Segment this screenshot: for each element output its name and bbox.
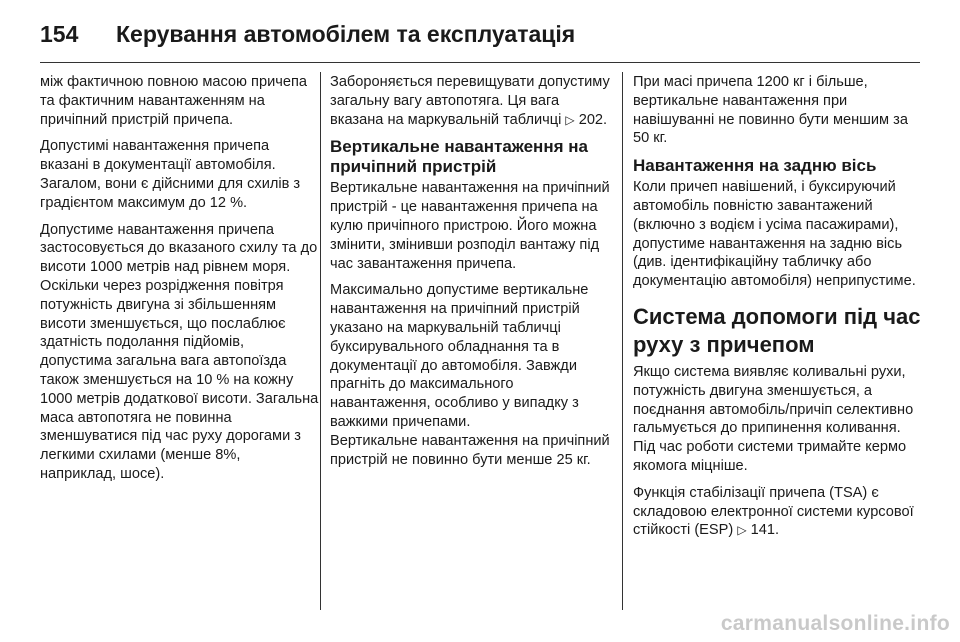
paragraph-text: Функція стабілізації причепа (TSA) є складовою електронної системи курсової стійкості (ESP): [633, 484, 914, 539]
page-reference-icon: ▷: [565, 112, 575, 127]
page-reference[interactable]: 141.: [750, 522, 780, 539]
paragraph: між фактичною повною масою причепа та фактичним навантаженням на причіпний пристрій причепа.: [40, 74, 307, 128]
paragraph: Якщо система виявляє коливальні рухи, потужність двигуна зменшується, а поєднання автомобіль/причіп селективно гальмується до припинення коливання. Під час роботи системи тримайте кермо якомога міцніше.: [633, 363, 914, 474]
paragraph: Допустимі навантаження причепа вказані в документації автомобіля. Загалом, вони є дійсними для схилів з градієнтом максимум до 12 %.: [40, 138, 301, 211]
paragraph: Допустиме навантаження причепа застосовується до вказаного схилу та до висоти 1000 метрів над рівнем моря. Оскільки через розрідження повітря потужність двигуна зі збільшенням висоти зменшується, що послаблює здатність подолання підйомів, допустима загальна вага автопоїзда також зменшується на 10 % на кожну 1000 метрів додаткової висоти. Загальна маса автопотяга не повинна зменшуватися під час руху дорогами з легкими схилами (менше 8%, наприклад, шосе).: [40, 221, 319, 482]
paragraph: Коли причеп навішений, і буксируючий автомобіль повністю завантажений (включно з водієм і усіма пасажирами), допустиме навантаження на задню вісь (див. ідентифікаційну табличку або документацію автомобіля) неприпустиме.: [633, 179, 916, 290]
column-divider-1: [320, 72, 321, 610]
page-header: [40, 12, 920, 56]
paragraph: Вертикальне навантаження на причіпний пристрій не повинно бути менше 25 кг.: [330, 432, 610, 468]
paragraph: Вертикальне навантаження на причіпний пристрій - це навантаження причепа на кулю причіпного пристрою. Його можна змінити, змінивши розподіл вантажу під час завантаження причепа.: [330, 180, 610, 272]
column-1: [40, 73, 320, 492]
section-heading: Навантаження на задню вісь: [633, 156, 877, 176]
paragraph: [633, 484, 923, 540]
section-title: Система допомоги під час руху з причепом: [633, 303, 921, 357]
watermark: carmanualsonline.info: [720, 612, 950, 635]
page-number: 154: [40, 20, 79, 47]
header-rule: [40, 62, 920, 63]
column-2: [330, 73, 614, 477]
section-heading: Вертикальне навантаження на причіпний пристрій: [330, 137, 588, 177]
paragraph-text: Забороняється перевищувати допустиму загальну вагу автопотяга. Ця вага вказана на маркувальній табличці: [330, 74, 610, 128]
page-reference-icon: ▷: [737, 523, 747, 538]
column-3: [633, 73, 923, 548]
paragraph: Максимально допустиме вертикальне навантаження на причіпний пристрій указано на маркувальній табличці буксирувального обладнання та в документації до автомобіля. Завжди прагніть до максимального навантаження, особливо у випадку з важкими причепами.: [330, 282, 589, 430]
paragraph: [330, 73, 614, 129]
paragraph: При масі причепа 1200 кг і більше, вертикальне навантаження при навішуванні не повинно бути меншим за 50 кг.: [633, 74, 908, 147]
page-reference[interactable]: 202.: [578, 111, 608, 128]
chapter-title: Керування автомобілем та експлуатація: [116, 20, 576, 47]
column-divider-2: [622, 72, 623, 610]
